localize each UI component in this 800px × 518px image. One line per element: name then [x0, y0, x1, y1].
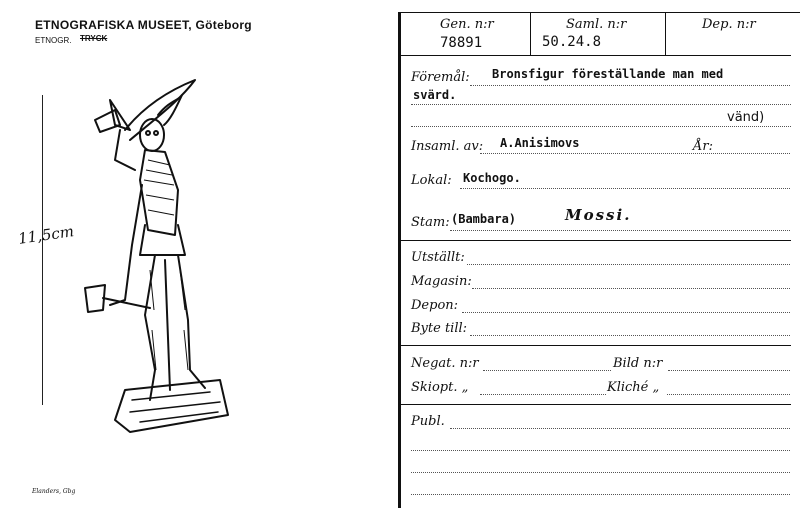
measure-label: 11,5cm: [17, 222, 76, 248]
saml-label: Saml. n:r: [566, 17, 627, 32]
lokal-value: Kochogo.: [463, 171, 521, 185]
lokal-label: Lokal:: [411, 173, 452, 188]
head: [140, 119, 164, 151]
section-line-2: [401, 345, 791, 346]
kliche-label: Kliché „: [607, 380, 660, 395]
gen-value: 78891: [440, 35, 483, 51]
saml-value: 50.24.8: [542, 34, 602, 50]
magasin-label: Magasin:: [411, 274, 472, 289]
header-divider-2: [665, 12, 666, 55]
sword-blade: [125, 80, 195, 140]
utstallt-label: Utställt:: [411, 250, 465, 265]
right-leg: [178, 255, 205, 388]
gen-label: Gen. n:r: [440, 17, 494, 32]
depon-label: Depon:: [411, 298, 459, 313]
card-top-border: [400, 12, 800, 13]
dep-label: Dep. n:r: [702, 17, 756, 32]
negat-label: Negat. n:r: [411, 356, 479, 371]
card-left-border: [398, 12, 401, 508]
stam-handwritten: Mossi.: [565, 206, 632, 224]
section-line-1: [401, 240, 791, 241]
publ-label: Publ.: [411, 414, 445, 429]
stam-label: Stam:: [411, 215, 450, 230]
skiopt-label: Skiopt. „: [411, 380, 469, 395]
skirt: [140, 225, 185, 255]
left-leg: [145, 255, 155, 400]
section-line-3: [401, 404, 791, 405]
lower-arm: [110, 185, 142, 305]
ar-label: År:: [693, 139, 713, 154]
stam-value: (Bambara): [451, 212, 517, 226]
axe-handle: [103, 298, 150, 308]
axe-head: [85, 285, 105, 312]
bronze-figure-drawing: [70, 70, 250, 450]
measure-line: [42, 95, 43, 405]
printer-mark: Elanders, Gbg: [32, 488, 76, 495]
insaml-label: Insaml. av:: [411, 139, 484, 154]
head-crest: [158, 95, 182, 125]
header-divider-1: [530, 12, 531, 55]
figure-base: [115, 380, 228, 432]
foremal-label: Föremål:: [411, 70, 470, 85]
raised-arm: [115, 130, 135, 170]
etnogr-stamp: TRYCK: [80, 34, 108, 43]
header-bottom-line: [401, 55, 791, 56]
insaml-value: A.Anisimovs: [500, 136, 580, 150]
etnogr-label: ETNOGR.: [35, 36, 72, 45]
sword-guard: [95, 110, 120, 132]
vand-note: vänd): [727, 110, 765, 125]
bild-label: Bild n:r: [613, 356, 663, 371]
byte-label: Byte till:: [411, 321, 468, 336]
foremal-value-line2: svärd.: [413, 88, 457, 102]
foremal-value-line1: Bronsfigur föreställande man med: [492, 67, 724, 81]
museum-title: ETNOGRAFISKA MUSEET, Göteborg: [35, 18, 252, 32]
